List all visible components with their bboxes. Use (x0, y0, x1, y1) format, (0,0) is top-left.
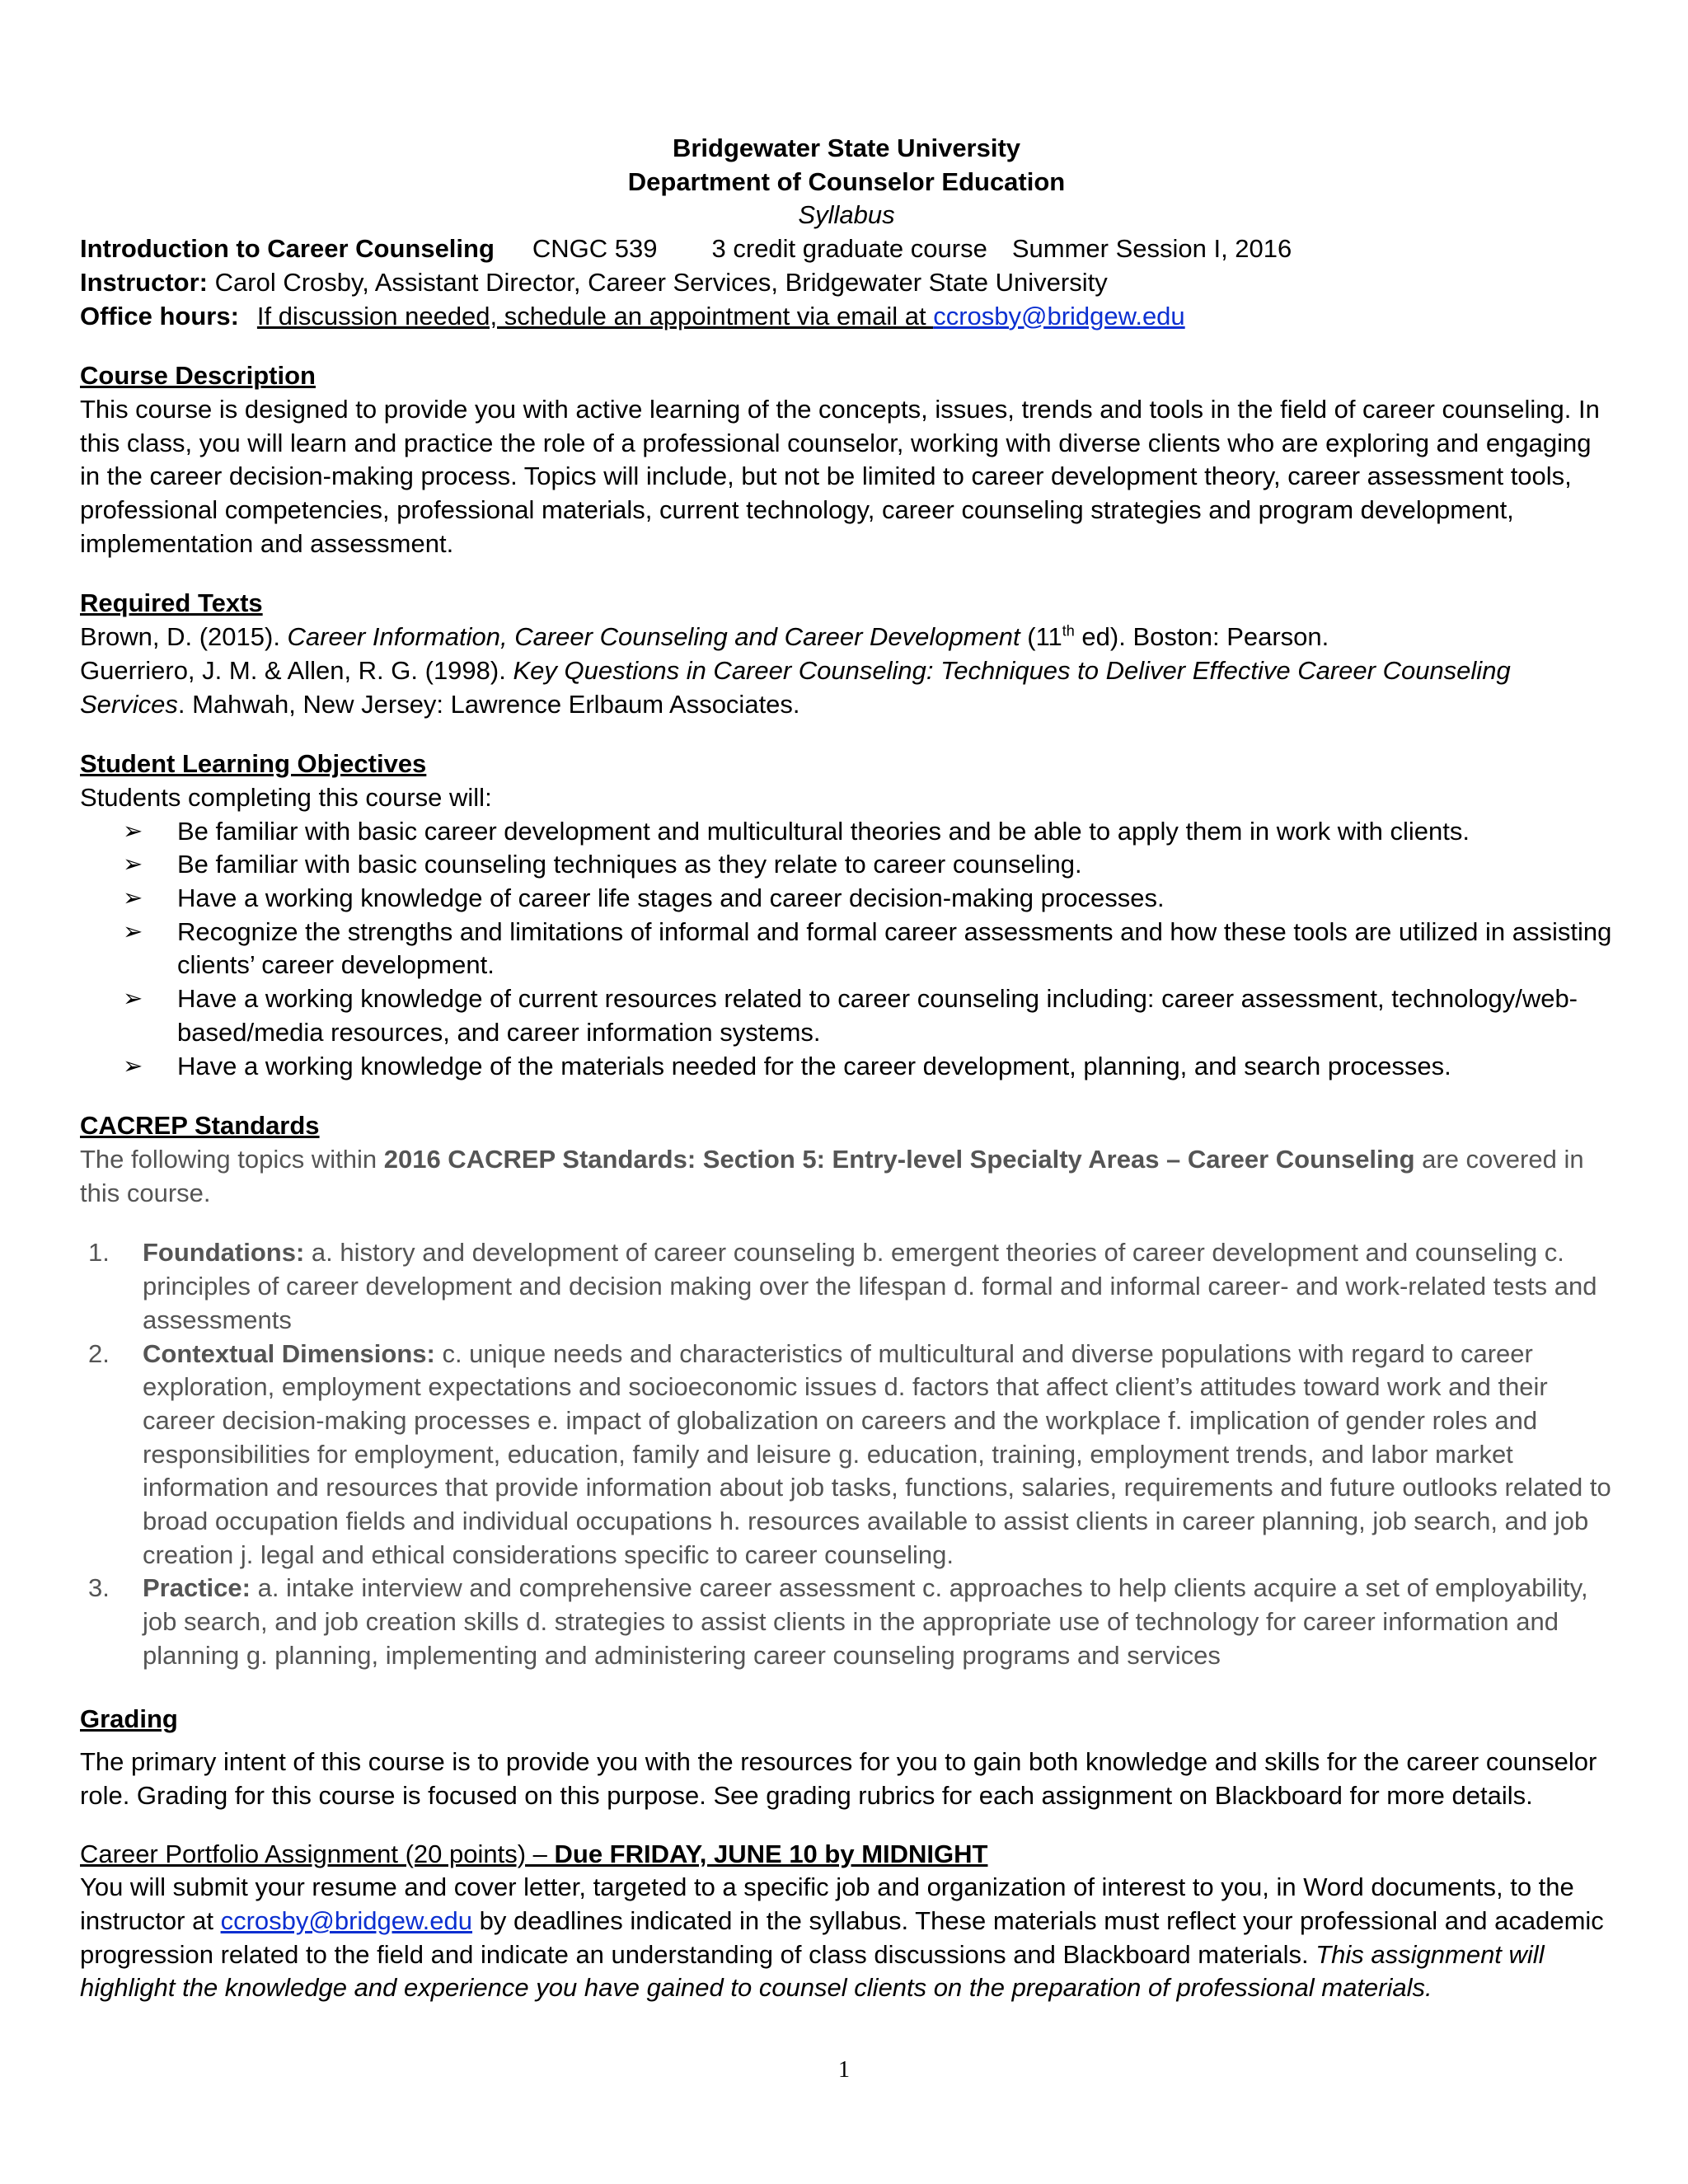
cacrep-title: CACREP Standards (80, 1111, 320, 1141)
list-item (88, 1236, 1613, 1337)
instructor-label: Instructor: (80, 267, 208, 297)
objective-text: Be familiar with basic counseling techniques as they relate to career counseling. (177, 850, 1082, 879)
course-code: CNGC 539 (532, 234, 658, 264)
arrow-bullet-icon: ➢ (123, 851, 143, 879)
syllabus-page (80, 132, 1613, 2005)
learning-objectives-title: Student Learning Objectives (80, 749, 427, 779)
list-item (123, 882, 1613, 916)
portfolio-heading (80, 1838, 1613, 1872)
office-hours-label: Office hours: (80, 301, 239, 330)
course-description-body: This course is designed to provide you with active learning of the concepts, issues, trends and tools in the field of career counseling. In this class, you will learn and practice the role of a professional counselor, working with diverse clients who are exploring and engaging in the career decision-making process. Topics will include, but not be limited to career development theory, career assessment tools, professional competencies, professional materials, current technology, career counseling strategies and program development, implementation and assessment. (80, 394, 1600, 558)
cacrep-intro-prefix: The following topics within (80, 1144, 384, 1174)
list-item (123, 848, 1613, 882)
list-item (123, 916, 1613, 982)
list-item (123, 982, 1613, 1049)
objective-text: Have a working knowledge of current resources related to career counseling including: career assessment, technology/web-based/media resources, and career information systems. (177, 984, 1578, 1047)
text1-title: Career Information, Career Counseling and Career Development (287, 622, 1020, 652)
topic-label: Practice: (143, 1573, 251, 1603)
text1-edition-close: ed). (1074, 622, 1126, 652)
course-title: Introduction to Career Counseling (80, 234, 495, 264)
learning-objectives-list (80, 815, 1613, 1084)
topic-number: 1. (88, 1238, 110, 1268)
arrow-bullet-icon: ➢ (123, 986, 143, 1013)
portfolio-due-date: Due FRIDAY, JUNE 10 by MIDNIGHT (554, 1839, 988, 1868)
topic-number: 3. (88, 1573, 110, 1603)
cacrep-topics-list (80, 1236, 1613, 1672)
text2-title: Key Questions in Career Counseling: Techniques to Deliver Effective Career Counseling Services (80, 655, 1511, 719)
required-text-1 (80, 621, 1613, 654)
document-type: Syllabus (798, 200, 895, 230)
topic-text: c. unique needs and characteristics of multicultural and diverse populations with regard to career exploration, employment expectations and socioeconomic issues d. factors that affect client’s attitudes toward work and their career decision-making processes e. impact of globalization on careers and the workplace f. implication of gender roles and responsibilities for employment, education, family and leisure g. education, training, employment trends, and labor market information and resources that provide information about job tasks, functions, salaries, requirements and future outlooks related to broad occupation fields and individual occupations h. resources available to assist clients in career planning, job search, and job creation j. legal and ethical considerations specific to career counseling. (143, 1338, 1611, 1569)
portfolio-body-text: You will submit your resume and cover letter, targeted to a specific job and organization of interest to you, in Word documents, to the instructor at (80, 1872, 1574, 1936)
list-item (88, 1572, 1613, 1672)
arrow-bullet-icon: ➢ (123, 885, 143, 912)
course-session: Summer Session I, 2016 (1011, 234, 1292, 264)
portfolio-body (80, 1871, 1613, 2005)
objective-text: Recognize the strengths and limitations of informal and formal career assessments and how these tools are utilized in assisting clients’ career development. (177, 916, 1612, 980)
text1-edition-sup: th (1062, 622, 1075, 640)
office-hours-line (80, 300, 1613, 334)
arrow-bullet-icon: ➢ (123, 818, 143, 845)
required-texts-title: Required Texts (80, 588, 263, 618)
page-number: 1 (838, 2057, 850, 2083)
university-name: Bridgewater State University (672, 134, 1021, 162)
office-hours-email-link[interactable]: ccrosby@bridgew.edu (933, 301, 1185, 330)
text2-citation: Guerriero, J. M. & Allen, R. G. (1998). (80, 655, 513, 685)
objective-text: Be familiar with basic career development and multicultural theories and be able to apply them in work with clients. (177, 816, 1470, 846)
text1-publisher: Boston: Pearson. (1125, 622, 1329, 652)
portfolio-email-link[interactable]: ccrosby@bridgew.edu (220, 1906, 473, 1936)
course-info-line (80, 232, 1613, 266)
office-hours-text: If discussion needed, schedule an appointment via email at (256, 301, 934, 330)
portfolio-heading-title: Career Portfolio Assignment (20 points) – (80, 1839, 555, 1868)
learning-objectives-intro: Students completing this course will: (80, 782, 492, 812)
portfolio-body-middle: by deadlines indicated in the syllabus. These materials must reflect your professional and academic progression related to the field and indicate an understanding of class discussions and Blackboard materials. (80, 1906, 1604, 1969)
topic-label: Contextual Dimensions: (143, 1338, 435, 1368)
cacrep-intro-standard: 2016 CACREP Standards: Section 5: Entry-level Specialty Areas – Career Counseling (383, 1144, 1415, 1174)
instructor-line (80, 266, 1613, 300)
arrow-bullet-icon: ➢ (123, 1052, 143, 1080)
topic-text: a. history and development of career counseling b. emergent theories of career development and counseling c. principles of career development and decision making over the lifespan d. formal and informal career- and work-related tests and assessments (143, 1238, 1597, 1334)
list-item (123, 815, 1613, 849)
topic-text: a. intake interview and comprehensive career assessment c. approaches to help clients acquire a set of employability, job search, and job creation skills d. strategies to assist clients in the appropriate use of technology for career information and planning g. planning, implementing and administering career counseling programs and services (143, 1573, 1588, 1670)
cacrep-intro-suffix: are covered in this course. (80, 1144, 1584, 1207)
arrow-bullet-icon: ➢ (123, 918, 143, 945)
list-item (88, 1338, 1613, 1572)
department-name: Department of Counselor Education (627, 166, 1066, 196)
text2-publisher: . Mahwah, New Jersey: Lawrence Erlbaum Associates. (177, 689, 800, 719)
objective-text: Have a working knowledge of the materials needed for the career development, planning, and search processes. (177, 1051, 1451, 1080)
instructor-value: Carol Crosby, Assistant Director, Career Services, Bridgewater State University (214, 267, 1108, 297)
topic-label: Foundations: (143, 1238, 305, 1268)
required-text-2 (80, 654, 1613, 721)
course-description-title: Course Description (80, 361, 316, 391)
list-item (123, 1050, 1613, 1084)
portfolio-body-italic: This assignment will highlight the knowledge and experience you have gained to counsel clients on the preparation of professional materials. (80, 1939, 1545, 2003)
topic-number: 2. (88, 1338, 110, 1368)
grading-title: Grading (80, 1704, 178, 1733)
text1-citation: Brown, D. (2015). (80, 622, 288, 652)
text1-edition: (11 (1020, 622, 1062, 652)
objective-text: Have a working knowledge of career life stages and career decision-making processes. (177, 883, 1165, 913)
course-credits: 3 credit graduate course (711, 234, 987, 264)
cacrep-intro (80, 1143, 1613, 1210)
grading-body: The primary intent of this course is to provide you with the resources for you to gain both knowledge and skills for the career counselor role. Grading for this course is focused on this purpose. See grading rubrics for each assignment on Blackboard for more details. (80, 1747, 1597, 1810)
